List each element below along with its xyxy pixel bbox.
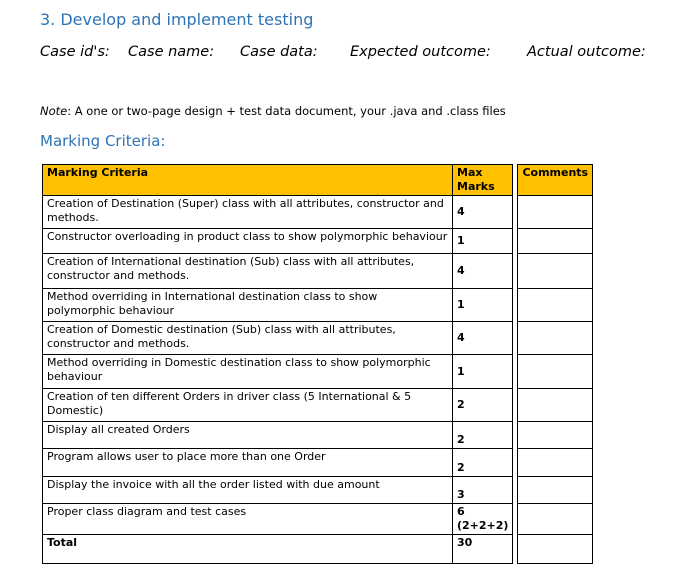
marks-cell: 4 [453, 322, 513, 355]
table-row [43, 322, 593, 355]
total-marks: 30 [453, 535, 513, 564]
table-row [43, 389, 593, 422]
table-row [43, 254, 593, 289]
header-max-marks: Max Marks [453, 165, 513, 196]
criteria-cell: Creation of Destination (Super) class with all attributes, constructor and methods. [43, 196, 453, 229]
table-row [43, 355, 593, 389]
marks-cell: 2 [453, 449, 513, 477]
criteria-cell: Display the invoice with all the order listed with due amount [43, 477, 453, 504]
case-data-label: Case data: [240, 44, 318, 60]
marks-cell: 2 [453, 422, 513, 449]
criteria-cell: Display all created Orders [43, 422, 453, 449]
criteria-cell: Creation of ten different Orders in driver class (5 International & 5 Domestic) [43, 389, 453, 422]
comments-cell[interactable] [518, 504, 593, 535]
note-label: Note [40, 104, 68, 118]
marks-cell: 1 [453, 229, 513, 254]
case-id-label: Case id's: [40, 44, 110, 60]
marks-cell: 1 [453, 355, 513, 389]
criteria-cell: Creation of Domestic destination (Sub) class with all attributes, constructor and methods. [43, 322, 453, 355]
criteria-cell: Constructor overloading in product class to show polymorphic behaviour [43, 229, 453, 254]
header-criteria: Marking Criteria [43, 165, 453, 196]
marks-cell: 6 (2+2+2) [453, 504, 513, 535]
table-row [43, 422, 593, 449]
comments-cell[interactable] [518, 535, 593, 564]
total-label: Total [43, 535, 453, 564]
case-name-label: Case name: [128, 44, 215, 60]
comments-cell[interactable] [518, 477, 593, 504]
criteria-cell: Creation of International destination (Sub) class with all attributes, constructor and methods. [43, 254, 453, 289]
section-heading: 3. Develop and implement testing [40, 10, 314, 29]
table-row [43, 196, 593, 229]
table-row [43, 289, 593, 322]
marking-criteria-table [42, 164, 593, 564]
actual-outcome-label: Actual outcome: [527, 44, 646, 60]
marks-cell: 4 [453, 196, 513, 229]
comments-cell[interactable] [518, 229, 593, 254]
table-row [43, 504, 593, 535]
marking-criteria-heading: Marking Criteria: [40, 132, 166, 150]
comments-cell[interactable] [518, 289, 593, 322]
table-row [43, 477, 593, 504]
expected-outcome-label: Expected outcome: [350, 44, 491, 60]
criteria-cell: Method overriding in International destination class to show polymorphic behaviour [43, 289, 453, 322]
note [40, 104, 506, 118]
comments-cell[interactable] [518, 196, 593, 229]
marks-cell: 2 [453, 389, 513, 422]
comments-cell[interactable] [518, 322, 593, 355]
header-comments: Comments [518, 165, 593, 196]
marks-cell: 1 [453, 289, 513, 322]
table-row [43, 449, 593, 477]
criteria-cell: Proper class diagram and test cases [43, 504, 453, 535]
comments-cell[interactable] [518, 449, 593, 477]
comments-cell[interactable] [518, 254, 593, 289]
comments-cell[interactable] [518, 355, 593, 389]
comments-cell[interactable] [518, 422, 593, 449]
criteria-cell: Program allows user to place more than one Order [43, 449, 453, 477]
marks-cell: 4 [453, 254, 513, 289]
comments-cell[interactable] [518, 389, 593, 422]
table-row [43, 229, 593, 254]
note-text: : A one or two-page design + test data document, your .java and .class files [67, 104, 506, 118]
table-header-row [43, 165, 593, 196]
criteria-cell: Method overriding in Domestic destination class to show polymorphic behaviour [43, 355, 453, 389]
table-total-row [43, 535, 593, 564]
marks-cell: 3 [453, 477, 513, 504]
